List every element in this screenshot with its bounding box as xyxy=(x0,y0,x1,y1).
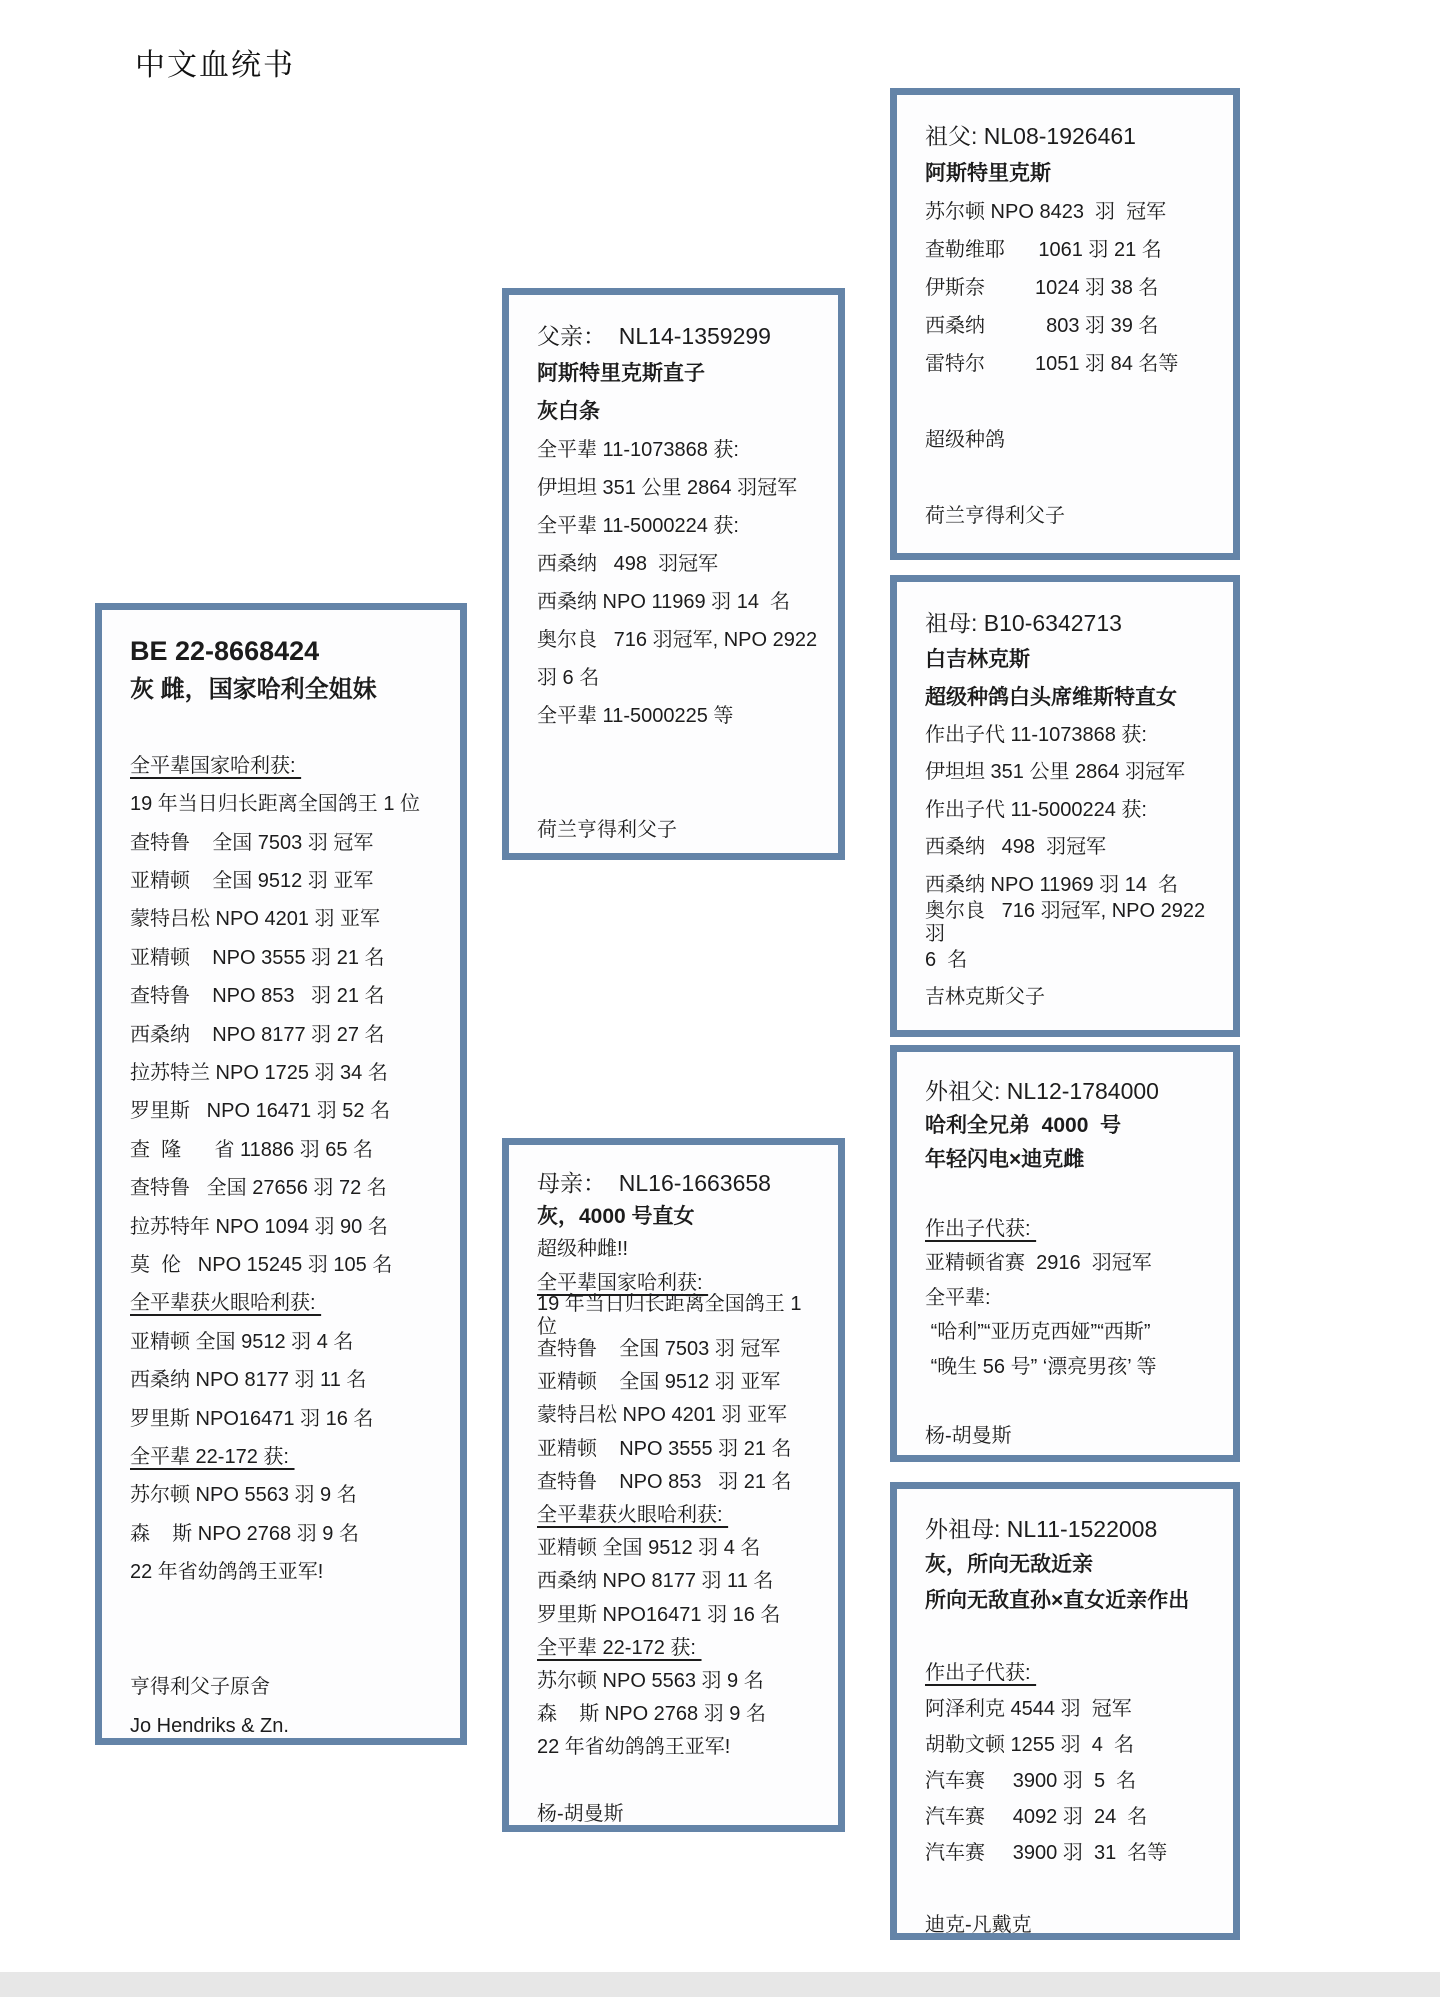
pedigree-line: 荷兰亨得利父子 xyxy=(925,504,1065,527)
pedigree-line: 外祖父: NL12-1784000 xyxy=(925,1078,1159,1105)
pedigree-line: 全平辈 11-5000224 获: xyxy=(537,514,739,537)
pedigree-line: 超级种雌!! xyxy=(537,1238,629,1261)
pedigree-line: 祖父: NL08-1926461 xyxy=(925,122,1136,149)
pedigree-line: 西桑纳 NPO 11969 羽 14 名 xyxy=(925,873,1179,896)
pedigree-line: 亚精顿 全国 9512 羽 4 名 xyxy=(130,1330,354,1353)
pedigree-line: 亚精顿 全国 9512 羽 4 名 xyxy=(537,1537,761,1560)
pedigree-line: 全平辈国家哈利获: xyxy=(130,754,302,777)
father-box xyxy=(502,288,845,860)
mother-box xyxy=(502,1138,845,1832)
pedigree-line: 灰，4000 号直女 xyxy=(537,1204,695,1228)
pedigree-line: 奥尔良 716 羽冠军, NPO 2922 羽 xyxy=(925,899,1217,945)
pedigree-line: 苏尔顿 NPO 8423 羽 冠军 xyxy=(925,200,1167,223)
pedigree-line: 胡勒文顿 1255 羽 4 名 xyxy=(925,1733,1134,1756)
pedigree-line: 西桑纳 NPO 8177 羽 27 名 xyxy=(130,1023,385,1046)
pedigree-line: 伊坦坦 351 公里 2864 羽冠军 xyxy=(925,761,1186,784)
pedigree-line: 罗里斯 NPO 16471 羽 52 名 xyxy=(130,1100,391,1123)
pedigree-line: 亚精顿 全国 9512 羽 亚军 xyxy=(537,1371,781,1394)
pedigree-line: 超级种鸽白头席维斯特直女 xyxy=(925,685,1177,709)
pedigree-line: 奥尔良 716 羽冠军, NPO 2922 xyxy=(537,628,818,651)
pedigree-line: 吉林克斯父子 xyxy=(925,986,1045,1009)
pedigree-line xyxy=(925,383,1219,421)
pedigree-line: 西桑纳 498 羽冠军 xyxy=(925,836,1107,859)
pedigree-line: 母亲： NL16-1663658 xyxy=(537,1170,771,1197)
pedigree-line: 汽车赛 3900 羽 5 名 xyxy=(925,1769,1137,1792)
pedigree-line: 所向无敌直孙×直女近亲作出 xyxy=(925,1588,1190,1612)
pedigree-line: 苏尔顿 NPO 5563 羽 9 名 xyxy=(130,1484,357,1507)
pedigree-line: 西桑纳 NPO 8177 羽 11 名 xyxy=(130,1369,367,1392)
pedigree-line: 超级种鸽 xyxy=(925,428,1005,451)
pedigree-line: 查特鲁 全国 27656 羽 72 名 xyxy=(130,1177,387,1200)
pedigree-line: 灰，所向无敌近亲 xyxy=(925,1552,1093,1576)
pedigree-line xyxy=(925,459,1219,497)
pedigree-line: 汽车赛 4092 羽 24 名 xyxy=(925,1805,1148,1828)
grandfather-box xyxy=(890,88,1240,560)
pedigree-line: 罗里斯 NPO16471 羽 16 名 xyxy=(130,1407,374,1430)
pedigree-line: 灰白条 xyxy=(537,399,600,423)
pedigree-line: 森 斯 NPO 2768 羽 9 名 xyxy=(537,1703,766,1726)
pedigree-line: 22 年省幼鸽鸽王亚军! xyxy=(130,1561,324,1584)
pedigree-line: 蒙特吕松 NPO 4201 羽 亚军 xyxy=(537,1404,788,1427)
pedigree-line xyxy=(925,1385,1219,1420)
pedigree-line: 全平辈 11-1073868 获: xyxy=(537,438,739,461)
pedigree-line: 罗里斯 NPO16471 羽 16 名 xyxy=(537,1603,781,1626)
pedigree-line: 亚精顿 NPO 3555 羽 21 名 xyxy=(537,1437,792,1460)
pedigree-line: 杨-胡曼斯 xyxy=(925,1424,1012,1447)
pedigree-line: 作出子代获: xyxy=(925,1217,1037,1240)
pedigree-line: 雷特尔 1051 羽 84 名等 xyxy=(925,352,1179,375)
pedigree-line: 父亲： NL14-1359299 xyxy=(537,322,771,349)
pedigree-line: 杨-胡曼斯 xyxy=(537,1802,624,1825)
maternal-grandmother-box xyxy=(890,1482,1240,1940)
pedigree-line: 年轻闪电×迪克雌 xyxy=(925,1148,1085,1172)
pedigree-line: 外祖母: NL11-1522008 xyxy=(925,1515,1158,1542)
pedigree-line: 西桑纳 803 羽 39 名 xyxy=(925,314,1159,337)
pedigree-line: 苏尔顿 NPO 5563 羽 9 名 xyxy=(537,1669,764,1692)
pedigree-line: 全平辈国家哈利获: xyxy=(537,1271,709,1294)
pedigree-line: 全平辈: xyxy=(925,1286,991,1309)
pedigree-line xyxy=(925,1871,1219,1907)
pedigree-line: 阿斯特里克斯 xyxy=(925,161,1051,185)
pedigree-line: 查特鲁 全国 7503 羽 冠军 xyxy=(130,831,374,854)
pedigree-line xyxy=(130,709,446,747)
pedigree-line: 莫 伦 NPO 15245 羽 105 名 xyxy=(130,1253,393,1276)
pedigree-line xyxy=(537,735,824,773)
pedigree-line: 作出子代 11-5000224 获: xyxy=(925,798,1147,821)
pedigree-line: 阿泽利克 4544 羽 冠军 xyxy=(925,1697,1132,1720)
pedigree-line: 荷兰亨得利父子 xyxy=(537,818,677,841)
grandmother-box xyxy=(890,575,1240,1037)
pedigree-line: 全平辈获火眼哈利获: xyxy=(130,1292,322,1315)
pedigree-line: 作出子代 11-1073868 获: xyxy=(925,723,1147,746)
pedigree-line: 作出子代获: xyxy=(925,1661,1037,1684)
pedigree-line: 亨得利父子原舍 xyxy=(130,1676,270,1699)
pedigree-line: 拉苏特年 NPO 1094 羽 90 名 xyxy=(130,1215,388,1238)
pedigree-line: “哈利”“亚历克西娅”“西斯” xyxy=(925,1321,1151,1344)
pedigree-line: 全平辈 22-172 获: xyxy=(537,1636,702,1659)
pedigree-line: 西桑纳 498 羽冠军 xyxy=(537,552,719,575)
pedigree-line: 森 斯 NPO 2768 羽 9 名 xyxy=(130,1522,359,1545)
pedigree-line: 亚精顿 NPO 3555 羽 21 名 xyxy=(130,946,385,969)
pedigree-line: 全平辈获火眼哈利获: xyxy=(537,1503,729,1526)
pedigree-line: 羽 6 名 xyxy=(537,666,600,689)
pedigree-line: 灰 雌，国家哈利全姐妹 xyxy=(130,675,377,703)
pedigree-line: 拉苏特兰 NPO 1725 羽 34 名 xyxy=(130,1061,388,1084)
pedigree-line xyxy=(130,1630,446,1668)
pedigree-line: 西桑纳 NPO 8177 羽 11 名 xyxy=(537,1570,774,1593)
pedigree-line: 汽车赛 3900 羽 31 名等 xyxy=(925,1841,1168,1864)
pedigree-line: 查勒维耶 1061 羽 21 名 xyxy=(925,238,1162,261)
pedigree-line: 祖母: B10-6342713 xyxy=(925,609,1122,636)
pedigree-line: 蒙特吕松 NPO 4201 羽 亚军 xyxy=(130,908,381,931)
pedigree-line: 6 名 xyxy=(925,948,968,971)
pedigree-line: BE 22-8668424 xyxy=(130,635,320,666)
pedigree-line: 查特鲁 NPO 853 羽 21 名 xyxy=(537,1470,792,1493)
pedigree-line xyxy=(537,1764,824,1797)
pedigree-line: 查特鲁 NPO 853 羽 21 名 xyxy=(130,985,385,1008)
pedigree-line xyxy=(925,1178,1219,1213)
pedigree-line: 19 年当日归长距离全国鸽王 1 位 xyxy=(130,793,421,816)
pedigree-line xyxy=(925,1619,1219,1655)
pedigree-line: 伊坦坦 351 公里 2864 羽冠军 xyxy=(537,476,798,499)
page-title: 中文血统书 xyxy=(135,49,295,82)
pedigree-line: 亚精顿 全国 9512 羽 亚军 xyxy=(130,870,374,893)
pedigree-line: 22 年省幼鸽鸽王亚军! xyxy=(537,1736,731,1759)
pedigree-line: Jo Hendriks & Zn. xyxy=(130,1714,289,1737)
pedigree-line xyxy=(537,773,824,811)
pedigree-line: 迪克-凡戴克 xyxy=(925,1913,1032,1936)
pedigree-line: 查 隆 省 11886 羽 65 名 xyxy=(130,1138,374,1161)
pedigree-line: 阿斯特里克斯直子 xyxy=(537,361,705,385)
pedigree-line: 哈利全兄弟 4000 号 xyxy=(925,1113,1122,1137)
pedigree-line: “晚生 56 号” ‘漂亮男孩’ 等 xyxy=(925,1355,1157,1378)
maternal-grandfather-box xyxy=(890,1045,1240,1462)
pedigree-line: 全平辈 22-172 获: xyxy=(130,1445,295,1468)
bottom-scan-edge xyxy=(0,1972,1440,1997)
pedigree-line: 19 年当日归长距离全国鸽王 1 位 xyxy=(537,1293,808,1339)
pedigree-line: 全平辈 11-5000225 等 xyxy=(537,704,734,727)
pedigree-line: 伊斯奈 1024 羽 38 名 xyxy=(925,276,1159,299)
pedigree-line: 西桑纳 NPO 11969 羽 14 名 xyxy=(537,590,791,613)
pedigree-line: 查特鲁 全国 7503 羽 冠军 xyxy=(537,1338,781,1361)
pedigree-line xyxy=(130,1592,446,1630)
subject-bird-box xyxy=(95,603,467,1745)
pedigree-line: 白吉林克斯 xyxy=(925,648,1030,672)
pedigree-line: 亚精顿省赛 2916 羽冠军 xyxy=(925,1252,1152,1275)
